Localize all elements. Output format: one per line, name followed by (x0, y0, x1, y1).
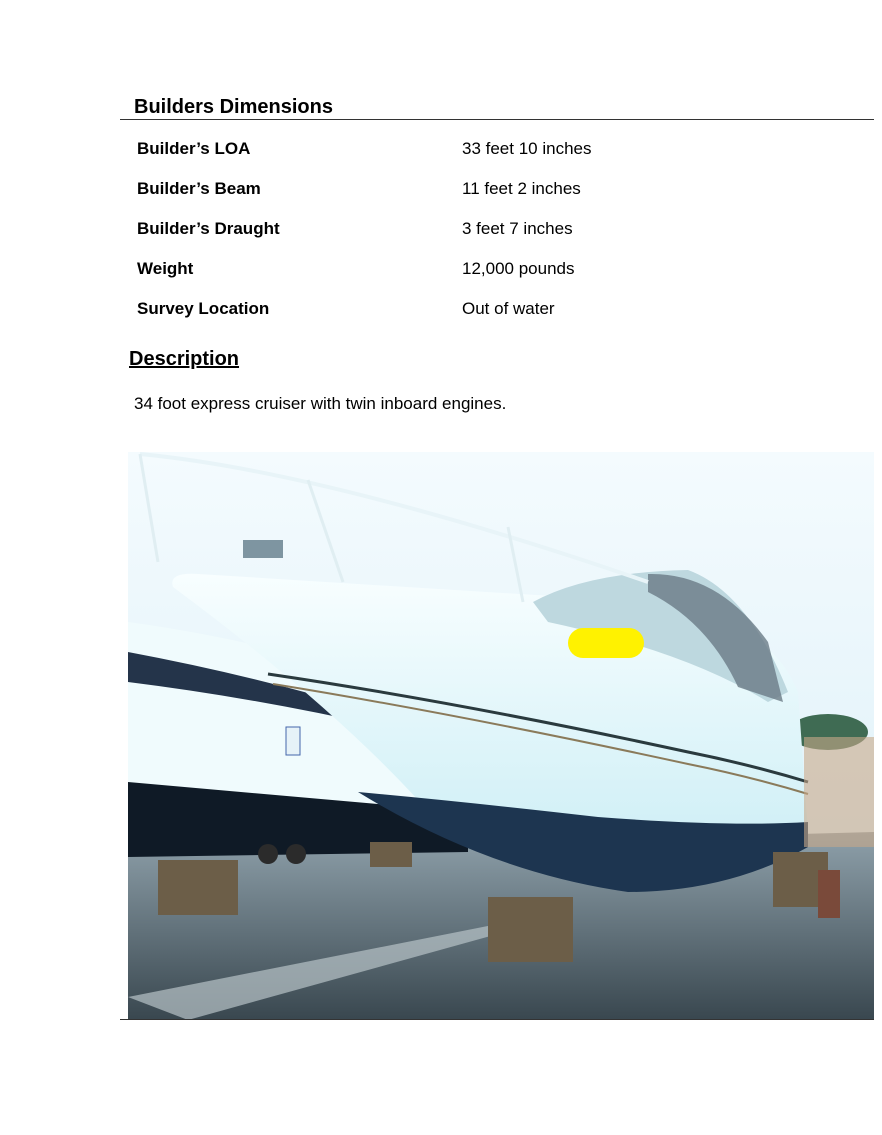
divider-top (120, 119, 874, 120)
spec-label-weight: Weight (137, 259, 194, 278)
spec-value-loa: 33 feet 10 inches (462, 139, 592, 158)
section-title: Builders Dimensions (134, 96, 333, 118)
boat-photo (128, 452, 874, 1020)
spec-label-draught: Builder’s Draught (137, 219, 280, 238)
description-text: 34 foot express cruiser with twin inboard engines. (134, 394, 507, 413)
spec-value-weight: 12,000 pounds (462, 259, 575, 278)
spec-value-survey-location: Out of water (462, 299, 555, 318)
spec-label-loa: Builder’s LOA (137, 139, 251, 158)
divider-bottom (120, 1019, 874, 1020)
spec-value-draught: 3 feet 7 inches (462, 219, 573, 238)
spec-value-beam: 11 feet 2 inches (462, 179, 581, 198)
spec-label-beam: Builder’s Beam (137, 179, 261, 198)
spec-label-survey-location: Survey Location (137, 299, 270, 318)
description-heading: Description (129, 348, 240, 370)
